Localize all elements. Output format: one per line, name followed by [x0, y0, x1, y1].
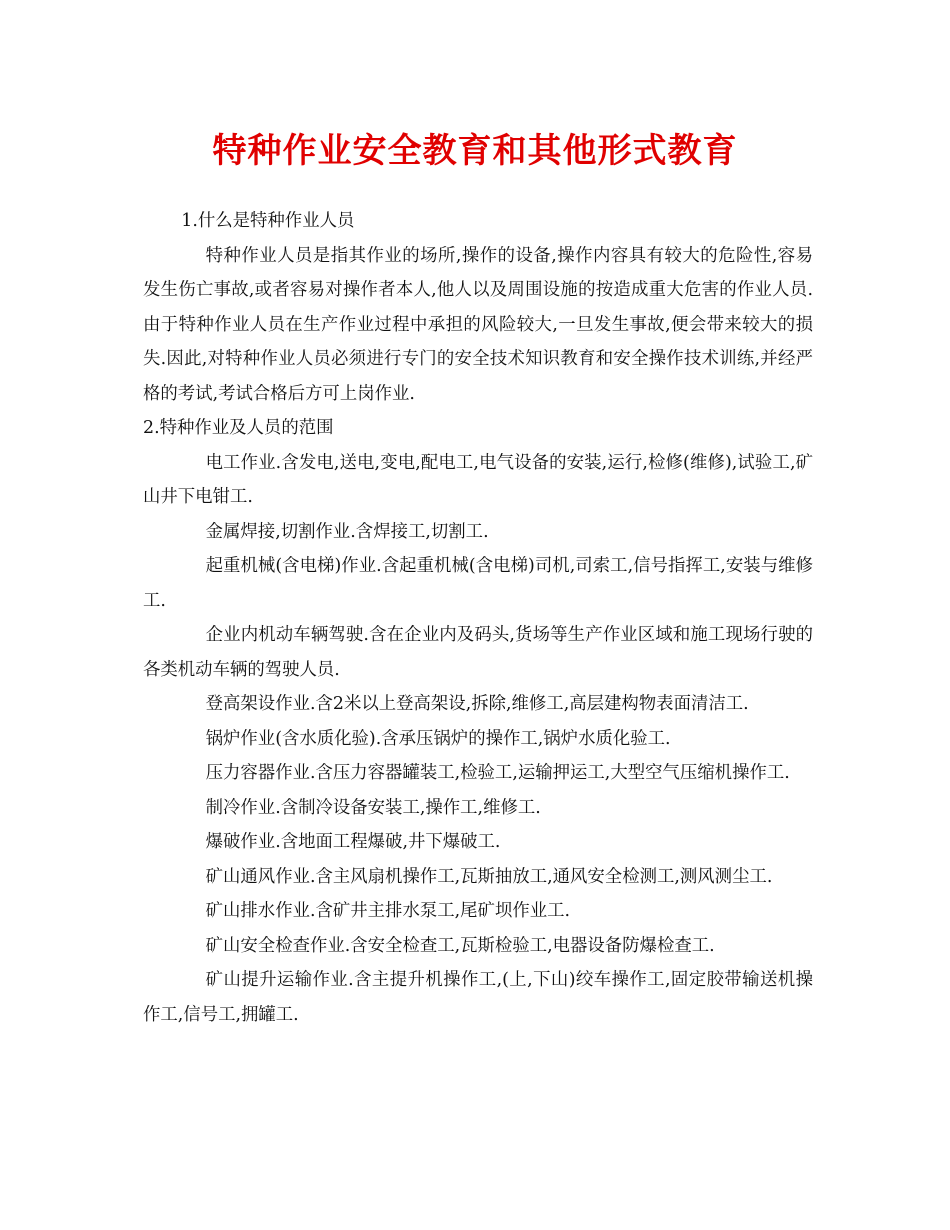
list-item-mine-hoisting: 矿山提升运输作业.含主提升机操作工,(上,下山)绞车操作工,固定胶带输送机操作工,信号工,拥罐工.: [143, 970, 813, 1025]
document-body: [143, 204, 813, 1032]
list-item-boiler: 锅炉作业(含水质化验).含承压锅炉的操作工,锅炉水质化验工.: [205, 728, 671, 749]
list-item-height-work: 登高架设作业.含2米以上登高架设,拆除,维修工,高层建构物表面清洁工.: [205, 694, 749, 714]
list-item-electrical: 电工作业.含发电,送电,变电,配电工,电气设备的安装,运行,检修(维修),试验工,矿山井下电钳工.: [143, 452, 813, 507]
list-item-welding: 金属焊接,切割作业.含焊接工,切割工.: [205, 521, 489, 542]
paragraph-heading-1: 1.什么是特种作业人员: [181, 211, 355, 231]
list-item-pressure-vessel: 压力容器作业.含压力容器罐装工,检验工,运输押运工,大型空气压缩机操作工.: [205, 763, 790, 783]
list-item-refrigeration: 制冷作业.含制冷设备安装工,操作工,维修工.: [205, 797, 541, 818]
list-item-blasting: 爆破作业.含地面工程爆破,井下爆破工.: [205, 832, 501, 852]
list-item-mine-ventilation: 矿山通风作业.含主风扇机操作工,瓦斯抽放工,通风安全检测工,测风测尘工.: [205, 866, 773, 887]
document-title: 特种作业安全教育和其他形式教育: [212, 131, 738, 171]
paragraph-heading-2: 2.特种作业及人员的范围: [143, 418, 334, 438]
list-item-mine-drainage: 矿山排水作业.含矿井主排水泵工,尾矿坝作业工.: [205, 901, 571, 921]
list-item-crane: 起重机械(含电梯)作业.含起重机械(含电梯)司机,司索工,信号指挥工,安装与维修工.: [143, 556, 813, 611]
list-item-vehicle: 企业内机动车辆驾驶.含在企业内及码头,货场等生产作业区域和施工现场行驶的各类机动车辆的驾驶人员.: [143, 625, 813, 680]
list-item-mine-inspection: 矿山安全检查作业.含安全检查工,瓦斯检验工,电器设备防爆检查工.: [205, 935, 715, 956]
paragraph-definition: 特种作业人员是指其作业的场所,操作的设备,操作内容具有较大的危险性,容易发生伤亡事故,或者容易对操作者本人,他人以及周围设施的按造成重大危害的作业人员.由于特种作业人员在生产作业过程中承担的风险较大,一旦发生事故,便会带来较大的损失.因此,对特种作业人员必须进行专门的安全技术知识教育和安全操作技术训练,并经严格的考试,考试合格后方可上岗作业.: [143, 245, 813, 404]
